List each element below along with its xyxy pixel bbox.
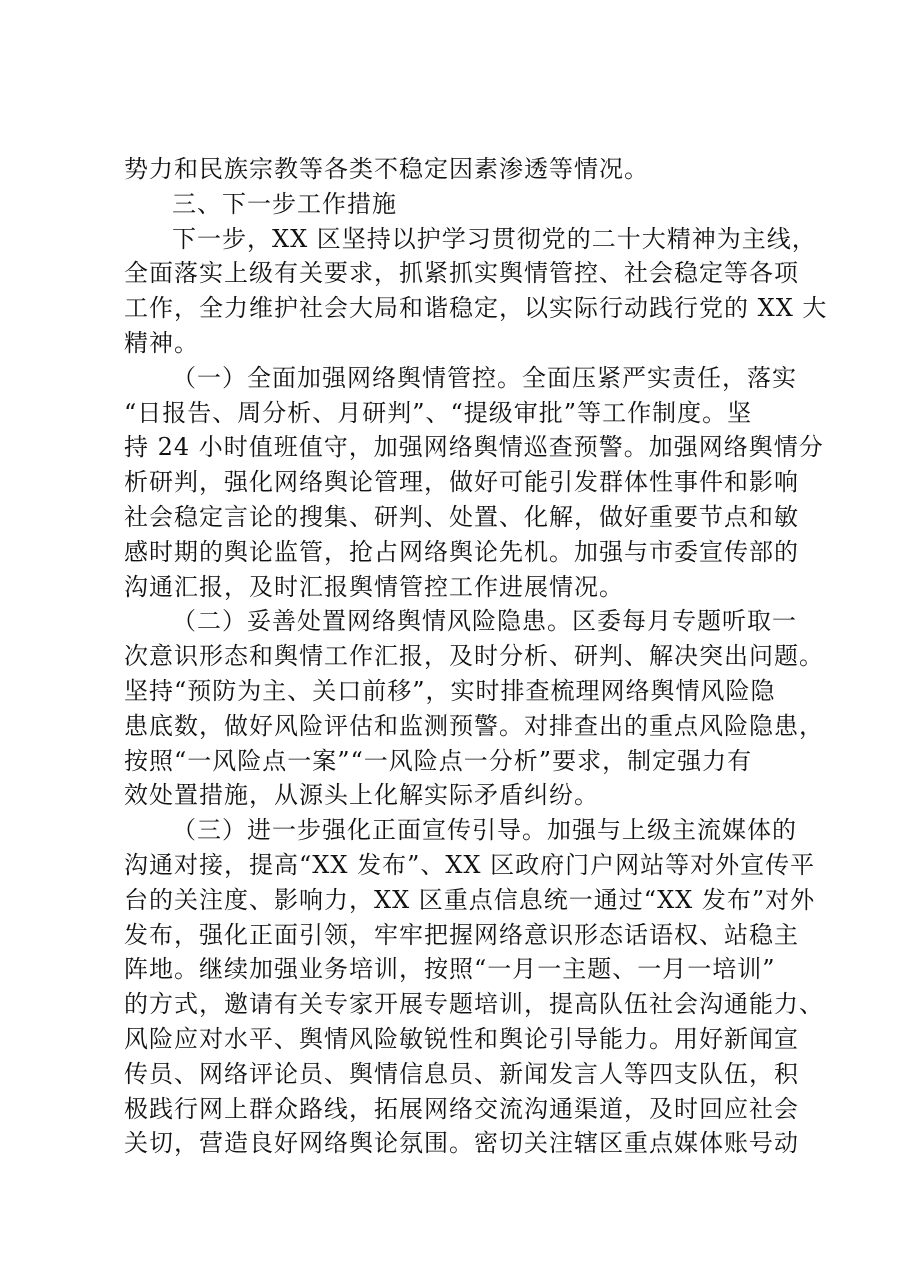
text-line: 沟通对接，提高“XX 发布”、XX 区政府门户网站等对外宣传平 [124, 851, 816, 879]
text-line: 的方式，邀请有关专家开展专题培训，提高队伍社会沟通能力、 [124, 990, 824, 1018]
text-line: 风险应对水平、舆情风险敏锐性和舆论引导能力。用好新闻宣 [124, 1025, 799, 1053]
subsection-line: （二）妥善处置网络舆情风险隐患。区委每月专题听取一 [172, 607, 797, 635]
text-line: 发布，强化正面引领，牢牢把握网络意识形态话语权、站稳主 [124, 921, 799, 949]
subsection-line: （一）全面加强网络舆情管控。全面压紧严实责任，落实 [172, 364, 797, 392]
text-line: “日报告、周分析、月研判”、“提级审批”等工作制度。坚 [124, 399, 753, 427]
text-line: 工作，全力维护社会大局和谐稳定，以实际行动践行党的 XX 大 [124, 294, 828, 322]
text-line: 关切，营造良好网络舆论氛围。密切关注辖区重点媒体账号动 [124, 1129, 799, 1157]
text-line: 坚持“预防为主、关口前移”，实时排查梳理网络舆情风险隐 [124, 677, 776, 705]
subsection-line: （三）进一步强化正面宣传引导。加强与上级主流媒体的 [172, 816, 797, 844]
text-line: 析研判，强化网络舆论管理，做好可能引发群体性事件和影响 [124, 468, 799, 496]
text-line: 次意识形态和舆情工作汇报，及时分析、研判、解决突出问题。 [124, 642, 824, 670]
text-line: 传员、网络评论员、舆情信息员、新闻发言人等四支队伍，积 [124, 1060, 799, 1088]
text-line: 患底数，做好风险评估和监测预警。对排查出的重点风险隐患， [124, 712, 824, 740]
text-line: 阵地。继续加强业务培训，按照“一月一主题、一月一培训” [124, 955, 776, 983]
text-line: 势力和民族宗教等各类不稳定因素渗透等情况。 [124, 155, 649, 183]
text-line: 台的关注度、影响力，XX 区重点信息统一通过“XX 发布”对外 [124, 886, 816, 914]
text-line: 效处置措施，从源头上化解实际矛盾纠纷。 [124, 781, 599, 809]
text-line: 感时期的舆论监管，抢占网络舆论先机。加强与市委宣传部的 [124, 538, 799, 566]
text-line: 下一步，XX 区坚持以护学习贯彻党的二十大精神为主线， [172, 225, 817, 253]
text-line: 沟通汇报，及时汇报舆情管控工作进展情况。 [124, 573, 624, 601]
section-heading: 三、下一步工作措施 [172, 190, 397, 218]
text-line: 全面落实上级有关要求，抓紧抓实舆情管控、社会稳定等各项 [124, 259, 799, 287]
text-line: 持 24 小时值班值守，加强网络舆情巡查预警。加强网络舆情分 [124, 433, 824, 461]
text-line: 按照“一风险点一案”“一风险点一分析”要求，制定强力有 [124, 747, 753, 775]
text-line: 社会稳定言论的搜集、研判、处置、化解，做好重要节点和敏 [124, 503, 799, 531]
text-line: 极践行网上群众路线，拓展网络交流沟通渠道，及时回应社会 [124, 1095, 799, 1123]
text-line: 精神。 [124, 329, 199, 357]
